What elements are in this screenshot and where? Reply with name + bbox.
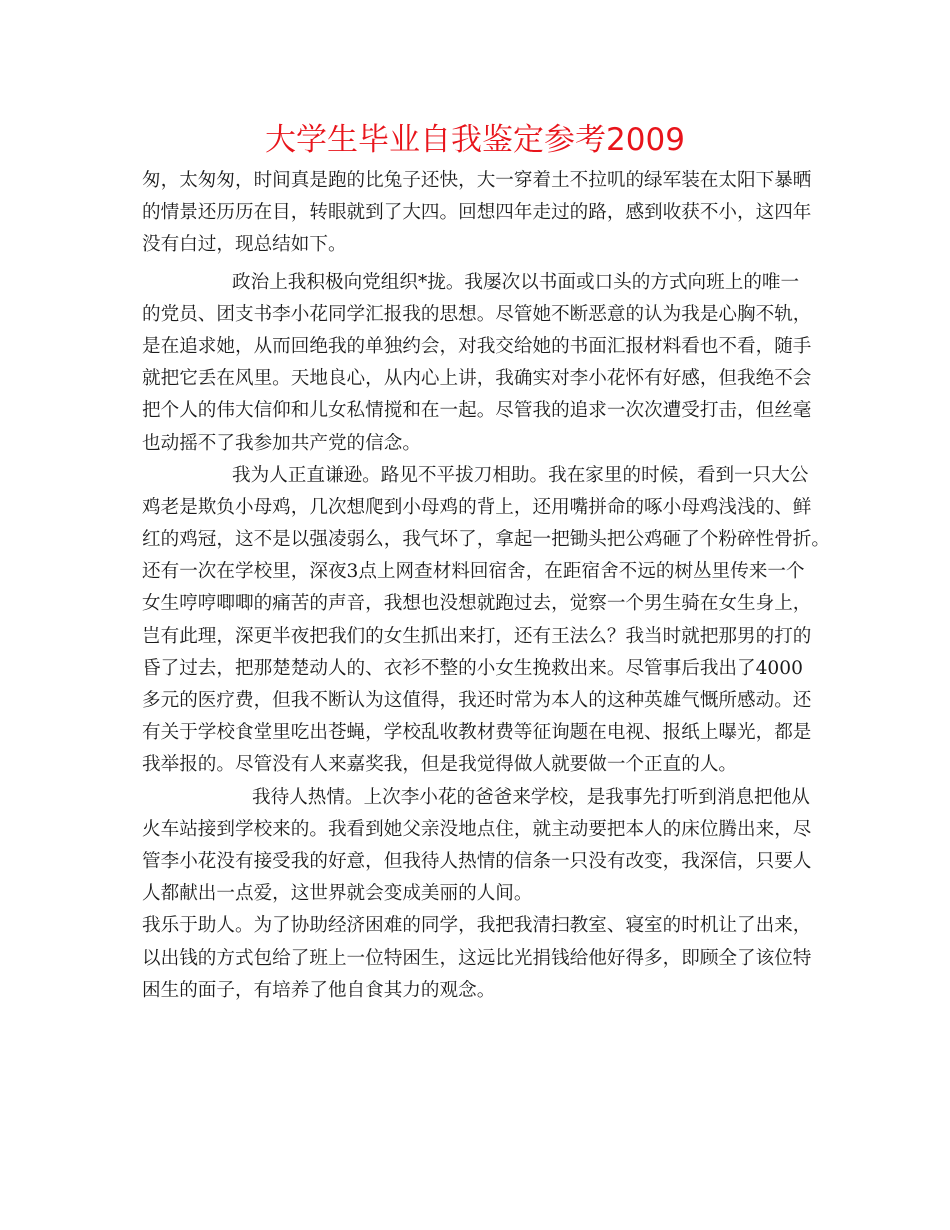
paragraph-line: 有关于学校食堂里吃出苍蝇，学校乱收教材费等征询题在电视、报纸上曝光，都是 bbox=[142, 722, 812, 744]
document-body bbox=[142, 165, 830, 1007]
paragraph-line: 多元的医疗费，但我不断认为这值得，我还时常为本人的这种英雄气慨所感动。还 bbox=[142, 690, 812, 711]
paragraph bbox=[142, 782, 818, 911]
paragraph-line: 困生的面子，有培养了他自食其力的观念。 bbox=[142, 979, 496, 1001]
paragraph-line: 昏了过去，把那楚楚动人的、衣衫不整的小女生挽救出来。尽管事后我出了4000 bbox=[142, 657, 803, 679]
paragraph-line: 就把它丢在风里。天地良心，从内心上讲，我确实对李小花怀有好感，但我绝不会 bbox=[142, 368, 812, 390]
paragraph-line: 火车站接到学校来的。我看到她父亲没地点住，就主动要把本人的床位腾出来，尽 bbox=[142, 818, 812, 840]
paragraph-line: 我乐于助人。为了协助经济困难的同学，我把我清扫教室、寝室的时机让了出来， bbox=[142, 915, 812, 937]
paragraph-line: 人都献出一点爱，这世界就会变成美丽的人间。 bbox=[142, 883, 533, 905]
paragraph bbox=[142, 910, 818, 1007]
paragraph-line: 的党员、团支书李小花同学汇报我的思想。尽管她不断恶意的认为我是心胸不轨， bbox=[142, 303, 812, 325]
paragraph-line: 也动摇不了我参加共产党的信念。 bbox=[142, 432, 421, 454]
paragraph-line: 红的鸡冠，这不是以强凌弱么，我气坏了，拿起一把锄头把公鸡砸了个粉碎性骨折。 bbox=[142, 529, 830, 551]
paragraph bbox=[142, 267, 818, 460]
paragraph-line: 鸡老是欺负小母鸡，几次想爬到小母鸡的背上，还用嘴拼命的啄小母鸡浅浅的、鲜 bbox=[142, 496, 812, 518]
paragraph-line: 的情景还历历在目，转眼就到了大四。回想四年走过的路，感到收获不小，这四年 bbox=[142, 202, 812, 224]
paragraph-line: 以出钱的方式包给了班上一位特困生，这远比光捐钱给他好得多，即顾全了该位特 bbox=[142, 947, 812, 969]
paragraph-line: 政治上我积极向党组织*拢。我屡次以书面或口头的方式向班上的唯一 bbox=[232, 271, 800, 293]
paragraph-line: 女生哼哼唧唧的痛苦的声音，我想也没想就跑过去，觉察一个男生骑在女生身上， bbox=[142, 593, 812, 615]
document-title: 大学生毕业自我鉴定参考2009 bbox=[265, 122, 685, 158]
paragraph bbox=[142, 165, 818, 262]
paragraph-line: 没有白过，现总结如下。 bbox=[142, 234, 347, 256]
paragraph-line: 我待人热情。上次李小花的爸爸来学校，是我事先打听到消息把他从 bbox=[252, 786, 810, 808]
paragraph bbox=[142, 460, 830, 782]
paragraph-line: 我为人正直谦逊。路见不平拔刀相助。我在家里的时候，看到一只大公 bbox=[232, 464, 809, 486]
paragraph-line: 把个人的伟大信仰和儿女私情搅和在一起。尽管我的追求一次次遭受打击，但丝毫 bbox=[142, 400, 812, 422]
paragraph-line: 我举报的。尽管没有人来嘉奖我，但是我觉得做人就要做一个正直的人。 bbox=[142, 754, 738, 776]
paragraph-line: 匆，太匆匆，时间真是跑的比兔子还快，大一穿着土不拉叽的绿军装在太阳下暴晒 bbox=[142, 170, 812, 191]
paragraph-line: 管李小花没有接受我的好意，但我待人热情的信条一只没有改变，我深信，只要人 bbox=[142, 850, 812, 872]
paragraph-line: 还有一次在学校里，深夜3点上网查材料回宿舍，在距宿舍不远的树丛里传来一个 bbox=[142, 561, 805, 583]
paragraph-line: 岂有此理，深更半夜把我们的女生抓出来打，还有王法么？我当时就把那男的打的 bbox=[142, 625, 812, 647]
paragraph-line: 是在追求她，从而回绝我的单独约会，对我交给她的书面汇报材料看也不看，随手 bbox=[142, 335, 812, 357]
